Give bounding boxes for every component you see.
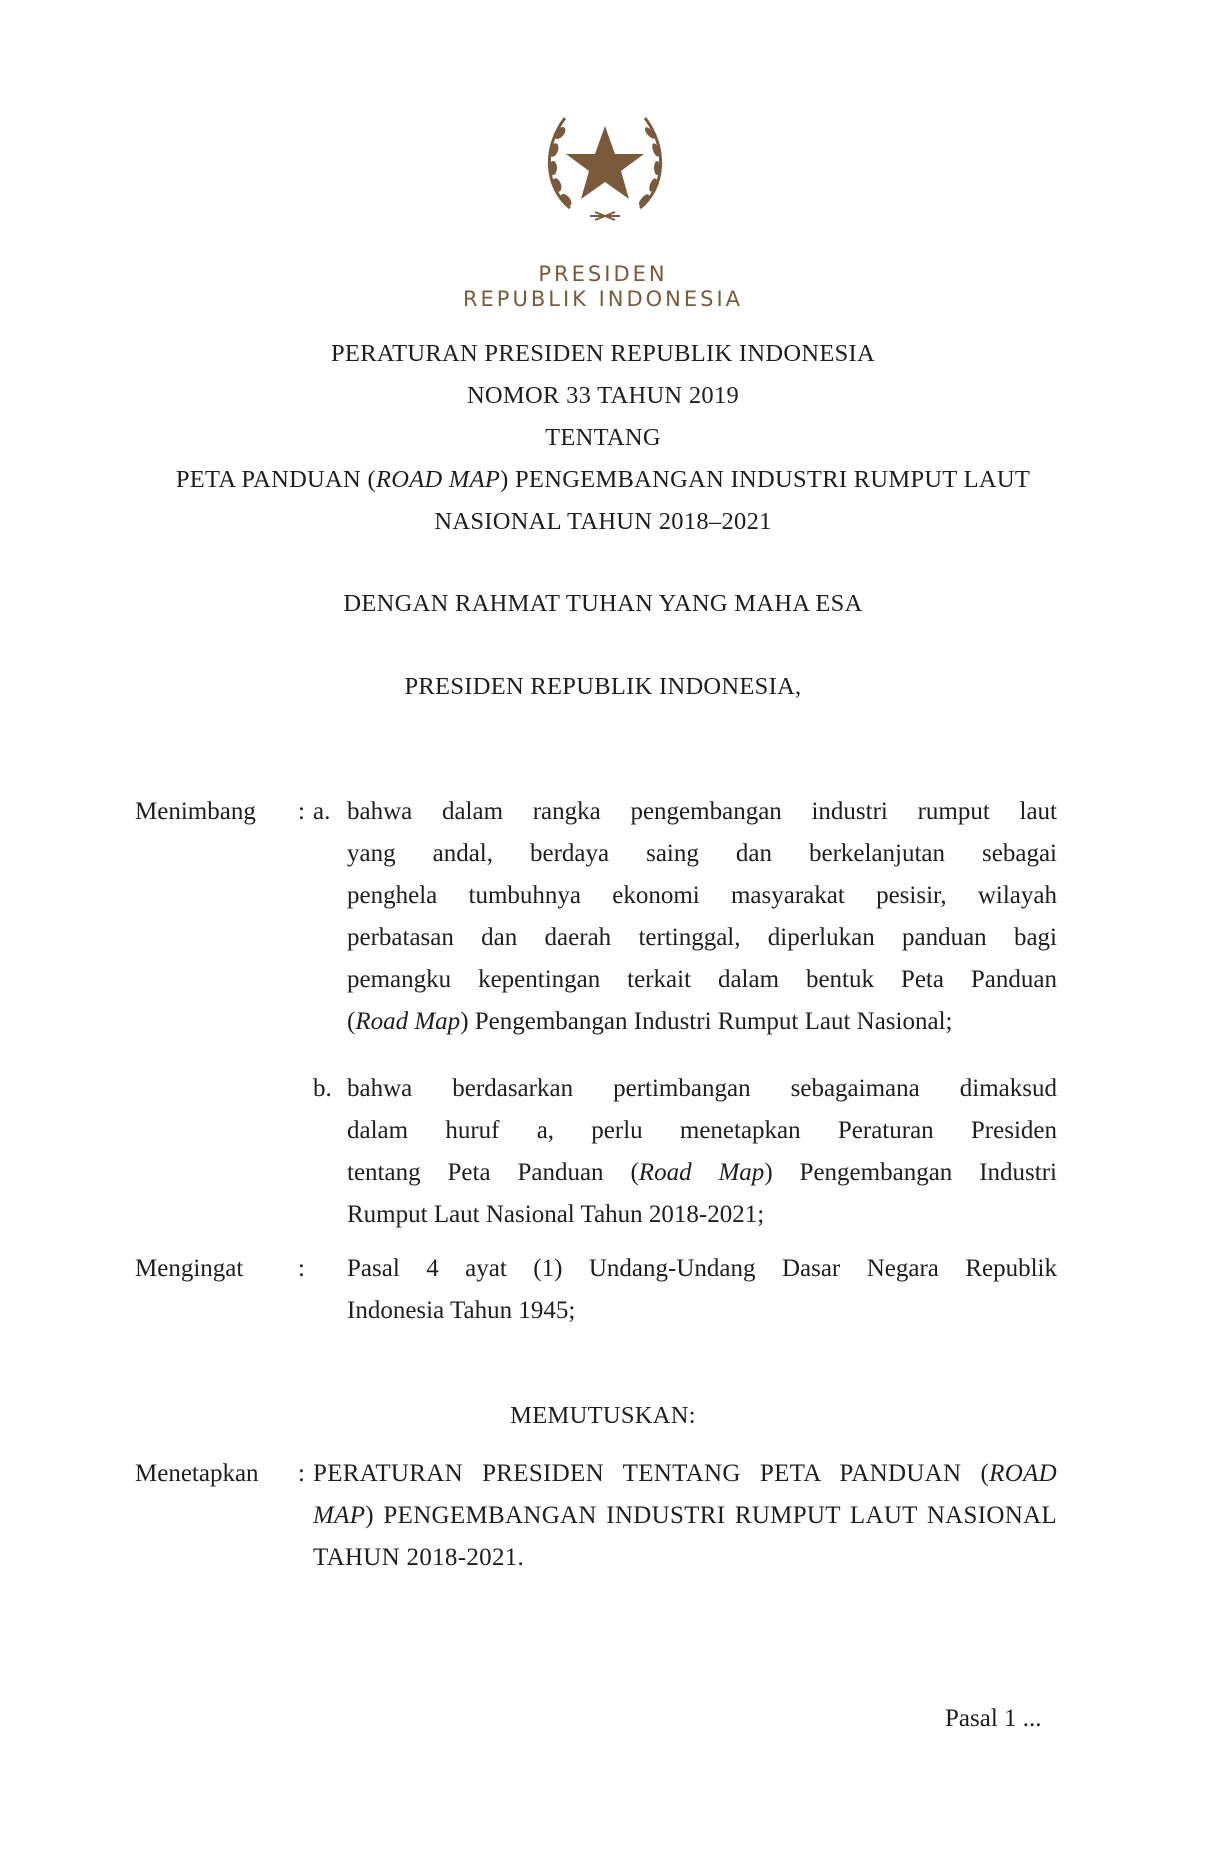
- item-b-line-2: dalam huruf a, perlu menetapkan Peraturan Presiden: [347, 1117, 1057, 1144]
- item-a-line-6: (Road Map) Pengembangan Industri Rumput Laut Nasional;: [347, 1008, 953, 1035]
- item-b-line-3: tentang Peta Panduan (Road Map) Pengembangan Industri: [347, 1159, 1057, 1186]
- item-b-marker: b.: [313, 1075, 332, 1102]
- menetapkan-line-1: PERATURAN PRESIDEN TENTANG PETA PANDUAN (ROAD: [313, 1460, 1057, 1487]
- regulation-title: PERATURAN PRESIDEN REPUBLIK INDONESIA: [331, 340, 875, 367]
- mengingat-colon: :: [298, 1255, 305, 1282]
- menetapkan-label: Menetapkan: [135, 1460, 259, 1487]
- item-a-marker: a.: [313, 798, 331, 825]
- item-a-line-5: pemangku kepentingan terkait dalam bentuk Peta Panduan: [347, 966, 1057, 993]
- item-a-line-4: perbatasan dan daerah tertinggal, diperlukan panduan bagi: [347, 924, 1057, 951]
- issuer-line: PRESIDEN REPUBLIK INDONESIA,: [404, 673, 802, 700]
- mengingat-line-1: Pasal 4 ayat (1) Undang-Undang Dasar Negara Republik: [347, 1255, 1057, 1282]
- regulation-subject-line-1: PETA PANDUAN (ROAD MAP) PENGEMBANGAN INDUSTRI RUMPUT LAUT: [175, 466, 1031, 493]
- page-continuation: Pasal 1 ...: [945, 1705, 1042, 1732]
- regulation-subject-line-2: NASIONAL TAHUN 2018–2021: [434, 508, 772, 535]
- menetapkan-line-2: MAP) PENGEMBANGAN INDUSTRI RUMPUT LAUT NASIONAL: [313, 1502, 1057, 1529]
- menimbang-colon: :: [298, 798, 305, 825]
- decision-heading: MEMUTUSKAN:: [510, 1402, 696, 1429]
- regulation-number: NOMOR 33 TAHUN 2019: [466, 382, 740, 409]
- menetapkan-line-3: TAHUN 2018-2021.: [313, 1544, 525, 1571]
- mengingat-line-2: Indonesia Tahun 1945;: [347, 1297, 576, 1324]
- menimbang-label: Menimbang: [135, 798, 256, 825]
- regulation-about: TENTANG: [545, 424, 661, 451]
- item-a-line-1: bahwa dalam rangka pengembangan industri rumput laut: [347, 798, 1057, 825]
- office-heading-president: PRESIDEN: [538, 262, 668, 286]
- item-a-line-3: penghela tumbuhnya ekonomi masyarakat pesisir, wilayah: [347, 882, 1057, 909]
- menetapkan-colon: :: [298, 1460, 305, 1487]
- office-heading-republic: REPUBLIK INDONESIA: [462, 287, 744, 311]
- mengingat-label: Mengingat: [135, 1255, 244, 1282]
- invocation-line: DENGAN RAHMAT TUHAN YANG MAHA ESA: [343, 590, 863, 617]
- item-b-line-1: bahwa berdasarkan pertimbangan sebagaimana dimaksud: [347, 1075, 1057, 1102]
- item-b-line-4: Rumput Laut Nasional Tahun 2018-2021;: [347, 1201, 765, 1228]
- item-a-line-2: yang andal, berdaya saing dan berkelanjutan sebagai: [347, 840, 1057, 867]
- presidential-emblem-icon: [530, 88, 680, 238]
